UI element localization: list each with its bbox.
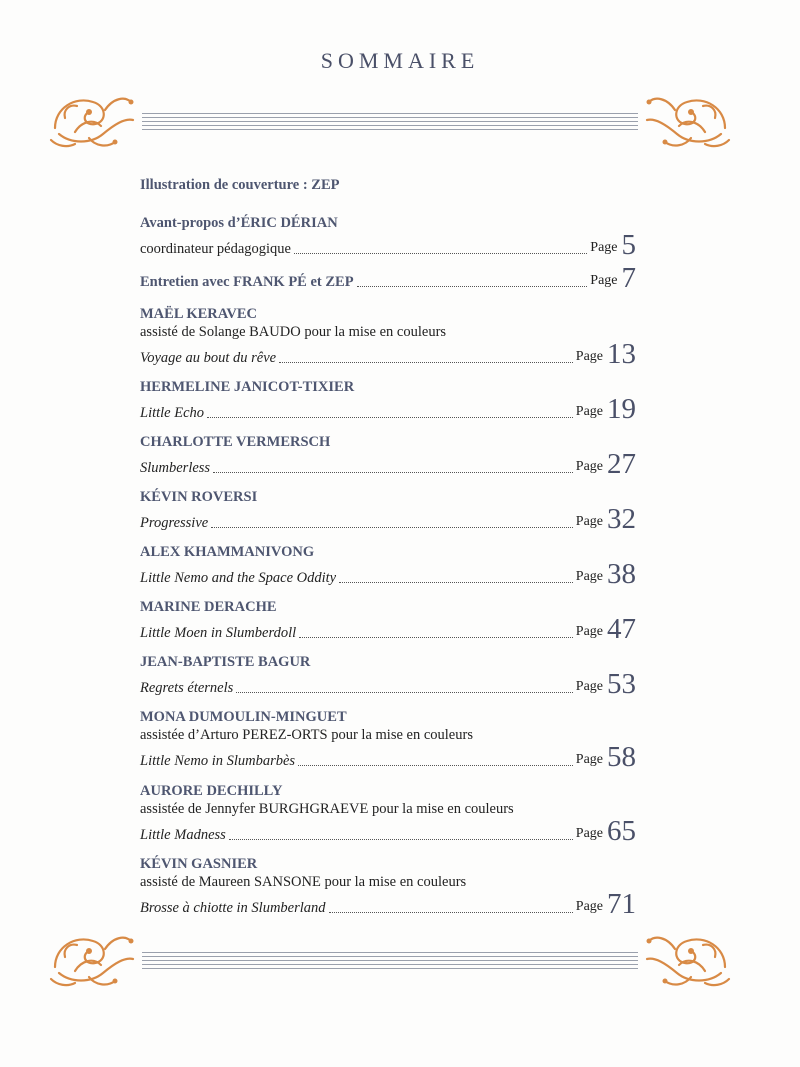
toc-entry xyxy=(140,378,636,425)
entry-credit: assistée d’Arturo PEREZ-ORTS pour la mise en couleurs xyxy=(140,727,473,743)
leader-dots xyxy=(236,692,573,693)
entry-author: KÉVIN ROVERSI xyxy=(140,489,258,505)
leader-dots xyxy=(211,527,573,528)
page-number: 5 xyxy=(621,229,636,261)
flourish-icon xyxy=(645,88,735,150)
page-label: Page xyxy=(575,624,603,639)
leader-dots xyxy=(298,765,573,766)
leader-dots xyxy=(279,362,573,363)
page-label: Page xyxy=(575,349,603,364)
toc-entry xyxy=(140,488,636,535)
entry-author: JEAN-BAPTISTE BAGUR xyxy=(140,654,311,670)
leader-dots xyxy=(207,417,573,418)
ornament-bottom-right xyxy=(645,927,735,989)
entry-author: MARINE DERACHE xyxy=(140,599,277,615)
toc-entry xyxy=(140,214,636,261)
entry-line xyxy=(140,815,636,847)
toc-entry xyxy=(140,433,636,480)
entry-title: Regrets éternels xyxy=(140,680,234,696)
toc-entry xyxy=(140,782,636,847)
entry-title: Little Madness xyxy=(140,827,226,843)
toc-entry xyxy=(140,543,636,590)
page-label: Page xyxy=(575,826,603,841)
entry-line xyxy=(140,448,636,480)
entry-line xyxy=(140,338,636,370)
entry-author: MONA DUMOULIN-MINGUET xyxy=(140,709,347,725)
entry-title: Slumberless xyxy=(140,460,211,476)
leader-dots xyxy=(299,637,573,638)
page-label: Page xyxy=(575,514,603,529)
page-title: SOMMAIRE xyxy=(320,48,480,73)
flourish-icon xyxy=(45,927,135,989)
toc-entry xyxy=(140,708,636,773)
entry-title: Little Nemo and the Space Oddity xyxy=(140,570,337,586)
page-number: 71 xyxy=(607,888,636,920)
entry-title: Entretien avec FRANK PÉ et ZEP xyxy=(140,274,354,290)
entry-line xyxy=(140,613,636,645)
page-label: Page xyxy=(575,569,603,584)
entry-line xyxy=(140,262,636,294)
entry-credit: assisté de Solange BAUDO pour la mise en couleurs xyxy=(140,324,447,340)
entry-line xyxy=(140,229,636,261)
flourish-icon xyxy=(645,927,735,989)
entry-title: coordinateur pédagogique xyxy=(140,241,291,257)
leader-dots xyxy=(229,839,573,840)
ornament-top-right xyxy=(645,88,735,150)
page-label: Page xyxy=(575,679,603,694)
entry-line xyxy=(140,393,636,425)
leader-dots xyxy=(329,912,573,913)
bottom-rule xyxy=(142,952,638,971)
entry-title: Little Moen in Slumberdoll xyxy=(140,625,297,641)
entry-credit: assistée de Jennyfer BURGHGRAEVE pour la mise en couleurs xyxy=(140,801,514,817)
flourish-icon xyxy=(45,88,135,150)
entry-title: Little Echo xyxy=(140,405,205,421)
entry-line xyxy=(140,668,636,700)
leader-dots xyxy=(339,582,573,583)
entry-author: CHARLOTTE VERMERSCH xyxy=(140,434,331,450)
page-label: Page xyxy=(575,404,603,419)
page-number: 65 xyxy=(607,815,636,847)
entry-author: AURORE DECHILLY xyxy=(140,783,283,799)
page-number: 32 xyxy=(607,503,636,535)
entry-author: KÉVIN GASNIER xyxy=(140,856,258,872)
page-label: Page xyxy=(590,273,618,288)
toc-entry xyxy=(140,598,636,645)
entry-credit: assisté de Maureen SANSONE pour la mise en couleurs xyxy=(140,874,467,890)
entry-title: Little Nemo in Slumbarbès xyxy=(140,753,296,769)
entry-title: Progressive xyxy=(140,515,209,531)
entry-line xyxy=(140,558,636,590)
toc-entry xyxy=(140,262,636,294)
page-number: 38 xyxy=(607,558,636,590)
page-number: 27 xyxy=(607,448,636,480)
page-number: 7 xyxy=(621,262,636,294)
leader-dots xyxy=(213,472,573,473)
page-label: Page xyxy=(575,899,603,914)
entry-line xyxy=(140,503,636,535)
toc-entry xyxy=(140,305,636,370)
entry-author: MAËL KERAVEC xyxy=(140,306,257,322)
entry-title: Brosse à chiotte in Slumberland xyxy=(140,900,326,916)
page-number: 13 xyxy=(607,338,636,370)
entry-author: ALEX KHAMMANIVONG xyxy=(140,544,315,560)
page-number: 47 xyxy=(607,613,636,645)
page-label: Page xyxy=(575,459,603,474)
page-label: Page xyxy=(590,240,618,255)
toc-entry xyxy=(140,653,636,700)
page-number: 53 xyxy=(607,668,636,700)
top-rule xyxy=(142,113,638,132)
page-number: 58 xyxy=(607,741,636,773)
ornament-bottom-left xyxy=(45,927,135,989)
ornament-top-left xyxy=(45,88,135,150)
leader-dots xyxy=(357,286,588,287)
entry-author: HERMELINE JANICOT-TIXIER xyxy=(140,379,355,395)
page-number: 19 xyxy=(607,393,636,425)
cover-credit: Illustration de couverture : ZEP xyxy=(140,177,340,193)
entry-line xyxy=(140,888,636,920)
entry-author: Avant-propos d’ÉRIC DÉRIAN xyxy=(140,215,338,231)
entry-line xyxy=(140,741,636,773)
toc-entry xyxy=(140,855,636,920)
leader-dots xyxy=(294,253,587,254)
page-label: Page xyxy=(575,752,603,767)
entry-title: Voyage au bout du rêve xyxy=(140,350,277,366)
